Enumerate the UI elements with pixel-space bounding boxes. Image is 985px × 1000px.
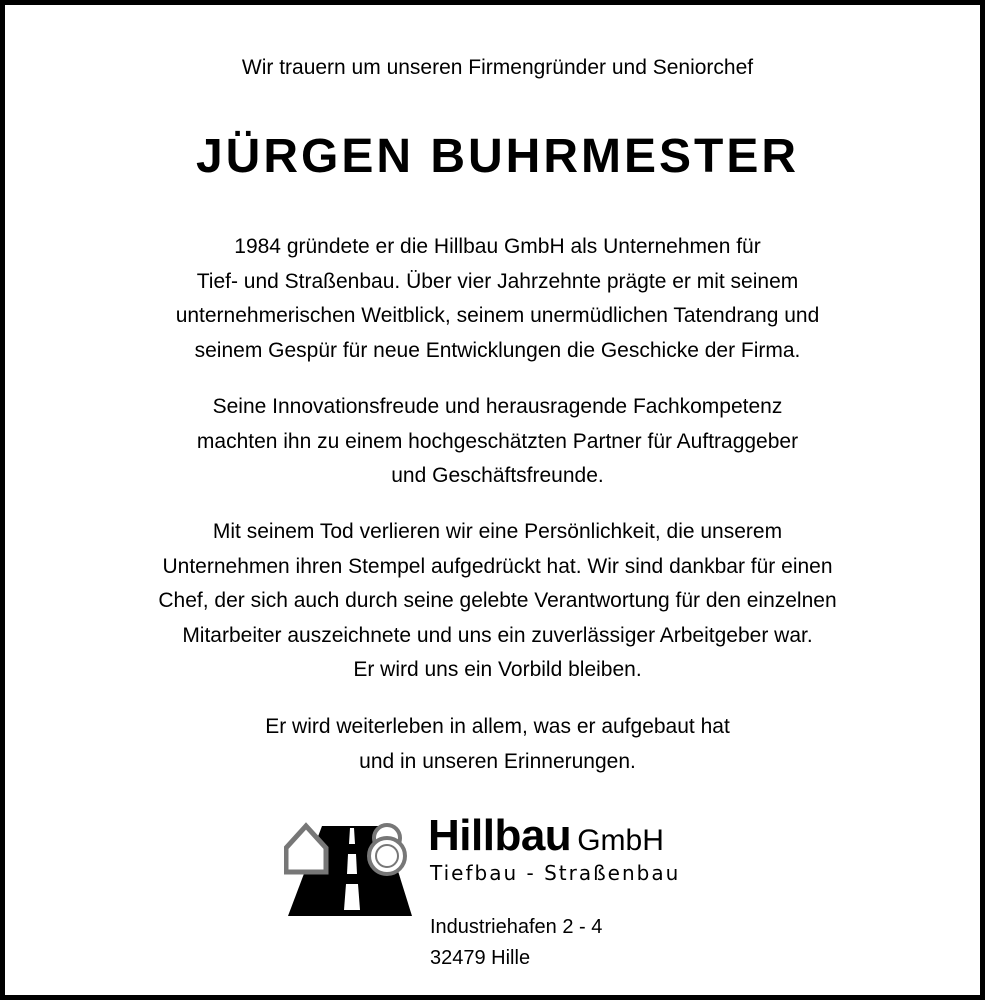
paragraph-tribute bbox=[45, 515, 950, 688]
intro-line: Wir trauern um unseren Firmengründer und Seniorchef bbox=[241, 56, 754, 79]
text-line: Tief- und Straßenbau. Über vier Jahrzehnte prägte er mit seinem bbox=[196, 269, 799, 293]
text-line: seinem Gespür für neue Entwicklungen die Geschicke der Firma. bbox=[194, 338, 801, 362]
company-address bbox=[430, 912, 602, 974]
text-line: Seine Innovationsfreude und herausragende Fachkompetenz bbox=[212, 395, 783, 418]
text-line: 1984 gründete er die Hillbau GmbH als Unternehmen für bbox=[234, 235, 761, 258]
paragraph-closing bbox=[45, 710, 950, 779]
company-tagline: Tiefbau - Straßenbau bbox=[430, 861, 681, 885]
address-city: 32479 Hille bbox=[430, 947, 531, 969]
text-line: Er wird weiterleben in allem, was er aufgebaut hat bbox=[265, 715, 730, 738]
address-street: Industriehafen 2 - 4 bbox=[430, 916, 603, 938]
road-house-pipe-icon bbox=[284, 818, 414, 918]
paragraph-innovation bbox=[45, 390, 950, 494]
text-line: machten ihn zu einem hochgeschätzten Partner für Auftraggeber bbox=[196, 429, 799, 453]
company-suffix: GmbH bbox=[577, 824, 664, 857]
text-line: Chef, der sich auch durch seine gelebte Verantwortung für den einzelnen bbox=[158, 589, 837, 612]
text-line: Er wird uns ein Vorbild bleiben. bbox=[353, 658, 642, 681]
text-line: und in unseren Erinnerungen. bbox=[359, 749, 636, 773]
text-line: Unternehmen ihren Stempel aufgedrückt hat. Wir sind dankbar für einen bbox=[162, 554, 833, 578]
text-line: Mit seinem Tod verlieren wir eine Persönlichkeit, die unserem bbox=[212, 520, 783, 543]
deceased-name: JÜRGEN BUHRMESTER bbox=[195, 130, 800, 183]
text-line: und Geschäftsfreunde. bbox=[391, 464, 604, 487]
company-name: Hillbau bbox=[428, 811, 572, 860]
text-line: Mitarbeiter auszeichnete und uns ein zuverlässiger Arbeitgeber war. bbox=[182, 623, 813, 647]
paragraph-founding bbox=[45, 230, 950, 368]
text-line: unternehmerischen Weitblick, seinem unermüdlichen Tatendrang und bbox=[175, 304, 820, 327]
